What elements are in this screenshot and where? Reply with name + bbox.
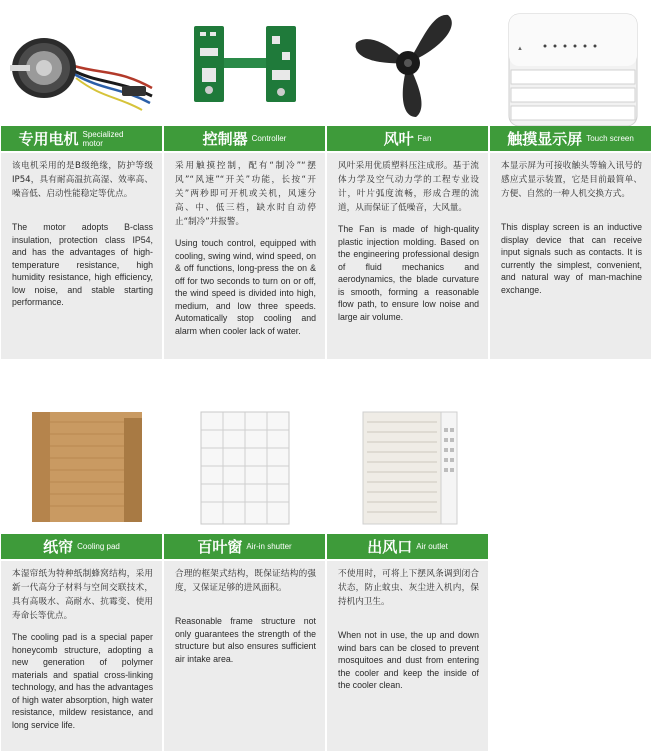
header-air-outlet — [327, 534, 488, 559]
touch-screen-image — [490, 0, 651, 126]
description-motor — [1, 153, 162, 359]
title-cn: 控制器 — [202, 130, 248, 148]
header-cooling-pad — [1, 534, 162, 559]
air-outlet-image — [327, 400, 488, 534]
motor-image — [1, 0, 162, 126]
title-en: Air outlet — [416, 542, 448, 551]
text-en: Using touch control, equipped with cooling, swing wind, wind speed, on & off functions, long-press the on & off for two seconds to turn on or off, the wind speed is divided into high, medium, and low three speeds. Automatically stop cooling and alarm when cooler lack of water. — [175, 238, 316, 336]
text-en: This display screen is an inductive display device that can receive input signals such as contacts. It is currently the simplest, convenient, and natural way of man-machine exchange. — [501, 222, 642, 295]
text-zh: 不使用时，可将上下摆风条调到闭合状态，防止蚊虫、灰尘进入机内，保持机内卫生。 — [338, 569, 479, 607]
text-en: When not in use, the up and down wind bars can be closed to prevent mosquitoes and dust from entering the cooler and keep the inside of the cooler clean. — [338, 630, 479, 690]
fan-image — [327, 0, 488, 126]
text-en: The Fan is made of high-quality plastic injection molding. Based on the engineering professional design of fluid mechanics and aerodynamics, the blade curvature is smooth, forming a reasonable flow path, to ensure low noise and large air volume. — [338, 224, 479, 322]
header-controller — [164, 126, 325, 151]
header-air-in-shutter — [164, 534, 325, 559]
text-en: The cooling pad is a special paper honeycomb structure, adopting a new generation of polymer materials and spatial cross-linking technology, and has the advantages of high water absorption, high water resistance, mildew resistance, and long service life. — [12, 632, 153, 730]
description-air-in-shutter — [164, 561, 325, 751]
title-en: Touch screen — [586, 134, 634, 143]
description-cooling-pad — [1, 561, 162, 751]
text-zh: 合理的框架式结构，既保证结构的强度，又保证足够的进风面积。 — [175, 569, 316, 593]
title-cn: 专用电机 — [18, 130, 79, 148]
title-cn: 风叶 — [383, 130, 414, 148]
title-cn: 纸帘 — [43, 538, 74, 556]
header-motor — [1, 126, 162, 151]
text-zh: 本显示屏为可接收触头等输入讯号的感应式显示装置，它是目前最简单、方便、自然的一种人机交换方式。 — [501, 161, 642, 199]
description-controller — [164, 153, 325, 359]
text-zh: 该电机采用的是B级绝缘，防护等级IP54，具有耐高温抗高湿、效率高、噪音低、启动性能稳定等优点。 — [12, 161, 153, 199]
title-en: Fan — [417, 134, 432, 143]
title-cn: 百叶窗 — [197, 538, 243, 556]
text-zh: 本湿帘纸为特种纸制蜂窝结构，采用新一代高分子材料与空间交联技术，具有高吸水、高耐水、抗霉变、使用寿命长等优点。 — [12, 569, 153, 621]
title-en: Cooling pad — [77, 542, 120, 551]
title-en: Specialized motor — [82, 129, 124, 148]
controller-image — [164, 0, 325, 126]
text-zh: 风叶采用优质塑料压注成形。基于流体力学及空气动力学的工程专业设计，叶片弧度流畅，形成合理的流道，从而保证了低噪音，大风量。 — [338, 161, 479, 213]
text-en: The motor adopts B-class insulation, protection class IP54, and has the advantages of high-temperature resistance, high humidity resistance, high efficiency, low noise, and stable starting performance. — [12, 222, 153, 307]
svg-text:▲: ▲ — [516, 46, 523, 52]
text-en: Reasonable frame structure not only guarantees the strength of the structure but also ensures sufficient air intake area. — [175, 616, 316, 664]
title-cn: 触摸显示屏 — [507, 130, 583, 148]
text-zh: 采用触摸控制，配有“制冷”“摆风”“风速”“开关”功能，长按“开关”两秒即可开机或关机，风速分高、中、低三档，缺水时自动停止“制冷”并报警。 — [175, 161, 316, 227]
description-fan — [327, 153, 488, 359]
description-air-outlet — [327, 561, 488, 751]
header-fan — [327, 126, 488, 151]
cooling-pad-image — [1, 400, 162, 534]
title-cn: 出风口 — [367, 538, 413, 556]
title-en: Controller — [251, 134, 287, 143]
description-touch-screen — [490, 153, 651, 359]
title-en: Air-in shutter — [246, 542, 292, 551]
shutter-image — [164, 400, 325, 534]
header-touch-screen — [490, 126, 651, 151]
